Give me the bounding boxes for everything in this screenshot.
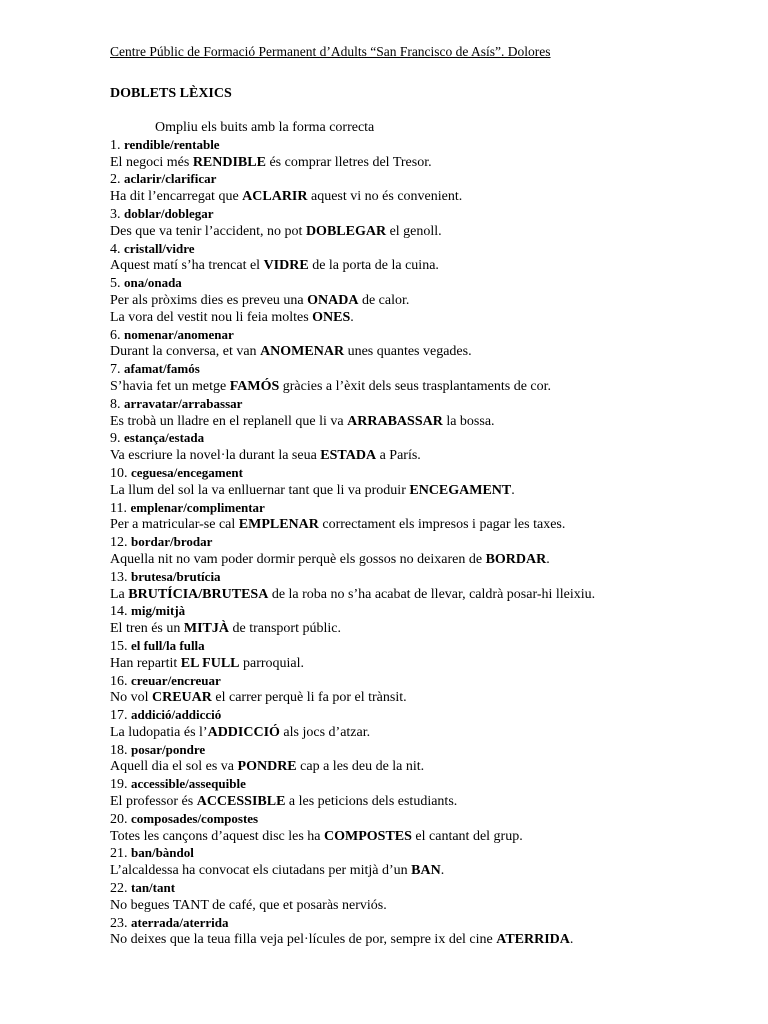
word-pair: aterrada/aterrida <box>131 914 229 930</box>
item-number: 2. <box>110 172 121 188</box>
word-pair: emplenar/complimentar <box>130 499 265 515</box>
word-pair: ona/onada <box>124 275 182 291</box>
word-pair: brutesa/brutícia <box>131 568 221 584</box>
exercise-item-header <box>110 500 730 518</box>
sentence-text: Per als pròxims dies es preveu una <box>110 292 308 308</box>
sentence-text: L’alcaldessa ha convocat els ciutadans per mitjà d’un <box>110 863 412 879</box>
example-sentence <box>110 224 730 241</box>
sentence-text: als jocs d’atzar. <box>279 724 371 740</box>
answer-word: RENDIBLE <box>192 154 266 170</box>
word-pair: estança/estada <box>124 430 205 446</box>
sentence-text: Es trobà un lladre en el replanell que li va <box>110 413 348 429</box>
exercise-item-header <box>110 275 730 293</box>
item-number: 6. <box>110 327 121 343</box>
sentence-text: aquest vi no és convenient. <box>307 189 463 205</box>
sentence-text: Aquest matí s’ha trencat el <box>110 258 264 274</box>
item-number: 20. <box>110 811 128 827</box>
example-sentence <box>110 898 730 915</box>
word-pair: bordar/brodar <box>131 534 213 550</box>
exercise-item-header <box>110 742 730 760</box>
example-sentence <box>110 189 730 206</box>
word-pair: accessible/assequible <box>131 776 246 792</box>
word-pair: doblar/doblegar <box>124 205 214 221</box>
sentence-text: la bossa. <box>442 413 495 429</box>
item-number: 5. <box>110 276 121 292</box>
example-sentence <box>110 379 730 396</box>
word-pair: ban/bàndol <box>131 845 194 861</box>
sentence-text: de transport públic. <box>229 621 341 637</box>
word-pair: posar/pondre <box>131 741 206 757</box>
item-number: 19. <box>110 777 128 793</box>
sentence-text: Han repartit <box>110 655 181 671</box>
exercise-item-header <box>110 361 730 379</box>
exercise-item-header <box>110 465 730 483</box>
answer-word: FAMÓS <box>229 378 280 394</box>
sentence-text: unes quantes vegades. <box>344 344 472 360</box>
exercise-item-header <box>110 430 730 448</box>
example-sentence <box>110 293 730 310</box>
sentence-text: Per a matricular-se cal <box>110 517 239 533</box>
sentence-text: No vol <box>110 690 152 706</box>
exercise-item-header <box>110 569 730 587</box>
exercise-item-header <box>110 206 730 224</box>
answer-word: ADDICCIÓ <box>207 724 280 740</box>
sentence-text: correctament els impresos i pagar les taxes. <box>318 517 566 533</box>
exercise-list <box>110 137 730 949</box>
sentence-text: Des que va tenir l’accident, no pot <box>110 223 306 239</box>
exercise-item-header <box>110 137 730 155</box>
sentence-text: a les peticions dels estudiants. <box>285 794 458 810</box>
sentence-text: No deixes que la teua filla veja pel·lícules de por, sempre ix del cine <box>110 932 497 948</box>
answer-word: ACLARIR <box>242 189 308 205</box>
word-pair: cristall/vidre <box>124 240 195 256</box>
exercise-item-header <box>110 534 730 552</box>
sentence-text: El negoci més <box>110 154 193 170</box>
sentence-text: gràcies a l’èxit dels seus trasplantaments de cor. <box>279 378 552 394</box>
example-sentence <box>110 258 730 275</box>
item-number: 4. <box>110 241 121 257</box>
answer-word: CREUAR <box>152 690 212 706</box>
exercise-item-header <box>110 707 730 725</box>
item-number: 15. <box>110 638 128 654</box>
sentence-text: La ludopatia és l’ <box>110 724 208 740</box>
exercise-item-header <box>110 396 730 414</box>
exercise-instruction: Ompliu els buits amb la forma correcta <box>155 120 375 135</box>
example-sentence <box>110 829 730 846</box>
item-number: 21. <box>110 846 128 862</box>
answer-word: DOBLEGAR <box>305 223 387 239</box>
exercise-item-header <box>110 915 730 933</box>
example-sentence <box>110 552 730 569</box>
sentence-text: La vora del vestit nou li feia moltes <box>110 309 313 325</box>
word-pair: afamat/famós <box>124 361 200 377</box>
sentence-text: El tren és un <box>110 621 184 637</box>
document-title: DOBLETS LÈXICS <box>110 86 232 101</box>
sentence-text: Durant la conversa, et van <box>110 344 261 360</box>
exercise-item-header <box>110 673 730 691</box>
item-number: 1. <box>110 137 121 153</box>
item-number: 7. <box>110 362 121 378</box>
sentence-text: El professor és <box>110 794 197 810</box>
item-number: 14. <box>110 604 128 620</box>
item-number: 13. <box>110 569 128 585</box>
exercise-item-header <box>110 603 730 621</box>
answer-word: COMPOSTES <box>324 828 412 844</box>
example-sentence <box>110 863 730 880</box>
word-pair: nomenar/anomenar <box>124 326 234 342</box>
answer-word: EMPLENAR <box>238 517 319 533</box>
sentence-text: de calor. <box>358 292 410 308</box>
answer-word: BORDAR <box>485 551 547 567</box>
document-page <box>110 43 730 949</box>
sentence-text: el genoll. <box>386 223 442 239</box>
answer-word: ONES <box>312 309 351 325</box>
sentence-text: La <box>110 586 129 602</box>
answer-word: ARRABASSAR <box>347 413 443 429</box>
example-sentence <box>110 517 730 534</box>
answer-word: MITJÀ <box>183 621 229 637</box>
answer-word: PONDRE <box>237 759 297 775</box>
item-number: 17. <box>110 708 128 724</box>
answer-word: ACCESSIBLE <box>196 794 286 810</box>
word-pair: mig/mitjà <box>131 603 186 619</box>
example-sentence <box>110 656 730 673</box>
example-sentence <box>110 794 730 811</box>
answer-word: ONADA <box>307 292 359 308</box>
answer-word: VIDRE <box>263 258 309 274</box>
exercise-item-header <box>110 171 730 189</box>
sentence-text: Aquella nit no vam poder dormir perquè els gossos no deixaren de <box>110 551 486 567</box>
item-number: 12. <box>110 535 128 551</box>
sentence-text: Totes les cançons d’aquest disc les ha <box>110 828 325 844</box>
word-pair: composades/compostes <box>131 810 259 826</box>
sentence-text: Aquell dia el sol es va <box>110 759 238 775</box>
item-number: 3. <box>110 206 121 222</box>
example-sentence <box>110 310 730 327</box>
word-pair: addició/addicció <box>131 707 222 723</box>
item-number: 9. <box>110 431 121 447</box>
sentence-text: . <box>440 863 445 879</box>
item-number: 18. <box>110 742 128 758</box>
exercise-item-header <box>110 811 730 829</box>
example-sentence <box>110 155 730 172</box>
sentence-text: el cantant del grup. <box>411 828 523 844</box>
item-number: 16. <box>110 673 128 689</box>
example-sentence <box>110 725 730 742</box>
sentence-text: . <box>546 551 550 567</box>
answer-word: EL FULL <box>180 655 240 671</box>
example-sentence <box>110 759 730 776</box>
word-pair: aclarir/clarificar <box>124 171 217 187</box>
word-pair: rendible/rentable <box>124 136 220 152</box>
sentence-text: . <box>511 482 515 498</box>
example-sentence <box>110 448 730 465</box>
example-sentence <box>110 932 730 949</box>
example-sentence <box>110 344 730 361</box>
sentence-text: cap a les deu de la nit. <box>296 759 425 775</box>
answer-word: BAN <box>411 863 441 879</box>
answer-word: ANOMENAR <box>260 344 345 360</box>
sentence-text: . <box>569 932 574 948</box>
sentence-text: de la roba no s’ha acabat de llevar, caldrà posar-hi lleixiu. <box>268 586 596 602</box>
sentence-text: el carrer perquè li fa por el trànsit. <box>211 690 407 706</box>
item-number: 23. <box>110 915 128 931</box>
sentence-text: Va escriure la novel·la durant la seua <box>110 448 321 464</box>
sentence-text: No begues TANT de café, que et posaràs nerviós. <box>110 897 387 913</box>
item-number: 22. <box>110 881 128 897</box>
word-pair: creuar/encreuar <box>131 672 221 688</box>
sentence-text: La llum del sol la va enlluernar tant que li va produir <box>110 482 410 498</box>
exercise-item-header <box>110 638 730 656</box>
exercise-item-header <box>110 327 730 345</box>
exercise-item-header <box>110 880 730 898</box>
item-number: 8. <box>110 396 121 412</box>
sentence-text: parroquial. <box>239 655 305 671</box>
item-number: 10. <box>110 465 128 481</box>
sentence-text: és comprar lletres del Tresor. <box>265 154 432 170</box>
sentence-text: S’havia fet un metge <box>110 378 230 394</box>
exercise-item-header <box>110 241 730 259</box>
exercise-item-header <box>110 776 730 794</box>
word-pair: ceguesa/encegament <box>131 464 243 480</box>
sentence-text: de la porta de la cuina. <box>308 258 439 274</box>
sentence-text: a París. <box>376 448 421 464</box>
example-sentence <box>110 690 730 707</box>
answer-word: ESTADA <box>320 448 377 464</box>
item-number: 11. <box>110 500 127 516</box>
answer-word: ATERRIDA <box>496 932 570 948</box>
answer-word: BRUTÍCIA/BRUTESA <box>128 586 269 602</box>
sentence-text: Ha dit l’encarregat que <box>110 189 243 205</box>
example-sentence <box>110 483 730 500</box>
document-header: Centre Públic de Formació Permanent d’Adults “San Francisco de Asís”. Dolores <box>110 44 551 59</box>
sentence-text: . <box>350 309 354 325</box>
example-sentence <box>110 414 730 431</box>
example-sentence <box>110 621 730 638</box>
answer-word: ENCEGAMENT <box>409 482 512 498</box>
exercise-item-header <box>110 845 730 863</box>
word-pair: tan/tant <box>131 880 176 896</box>
word-pair: el full/la fulla <box>131 637 205 653</box>
example-sentence <box>110 587 730 604</box>
word-pair: arravatar/arrabassar <box>124 395 243 411</box>
